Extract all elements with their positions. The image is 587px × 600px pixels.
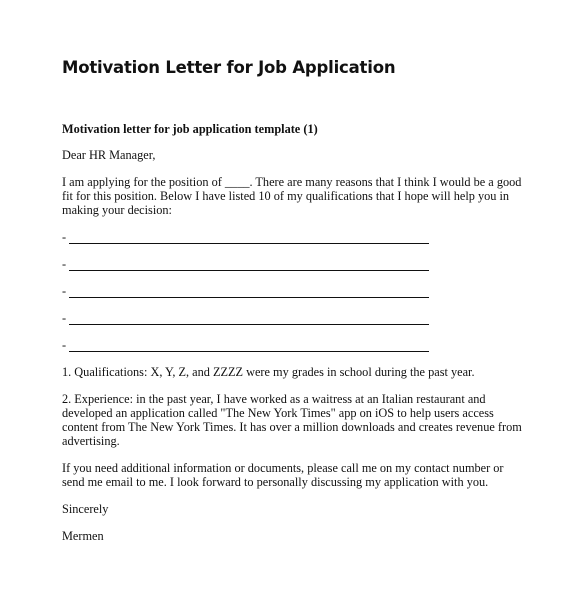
experience-paragraph: 2. Experience: in the past year, I have worked as a waitress at an Italian restaurant and developed an application called "The New York Times" app on iOS to help users access content from The New York Times. It has over a million downloads and creates revenue from advertising.: [62, 392, 522, 448]
document-title: Motivation Letter for Job Application: [62, 58, 396, 77]
blank-underline: [69, 313, 429, 325]
closing-paragraph: If you need additional information or documents, please call me on my contact number or send me email to me. I look forward to personally discussing my application with you.: [62, 461, 504, 489]
list-dash: -: [62, 257, 67, 271]
template-subheading: Motivation letter for job application template (1): [62, 122, 318, 136]
blank-underline: [69, 232, 429, 244]
list-dash: -: [62, 311, 67, 325]
blank-line-item: [62, 338, 524, 352]
blank-line-item: [62, 257, 524, 271]
blank-underline: [69, 259, 429, 271]
qualifications-paragraph: 1. Qualifications: X, Y, Z, and ZZZZ were my grades in school during the past year.: [62, 365, 475, 379]
qualification-blank-list: [62, 230, 524, 352]
blank-line-item: [62, 230, 524, 244]
blank-underline: [69, 340, 429, 352]
greeting: Dear HR Manager,: [62, 148, 156, 162]
blank-line-item: [62, 284, 524, 298]
list-dash: -: [62, 338, 67, 352]
blank-line-item: [62, 311, 524, 325]
signature: Mermen: [62, 529, 104, 543]
letter-body: [62, 122, 524, 556]
blank-underline: [69, 286, 429, 298]
signoff: Sincerely: [62, 502, 109, 516]
list-dash: -: [62, 284, 67, 298]
list-dash: -: [62, 230, 67, 244]
intro-paragraph: I am applying for the position of ____. There are many reasons that I think I would be a good fit for this position. Below I have listed 10 of my qualifications that I hope will help you in making your decision:: [62, 175, 522, 217]
